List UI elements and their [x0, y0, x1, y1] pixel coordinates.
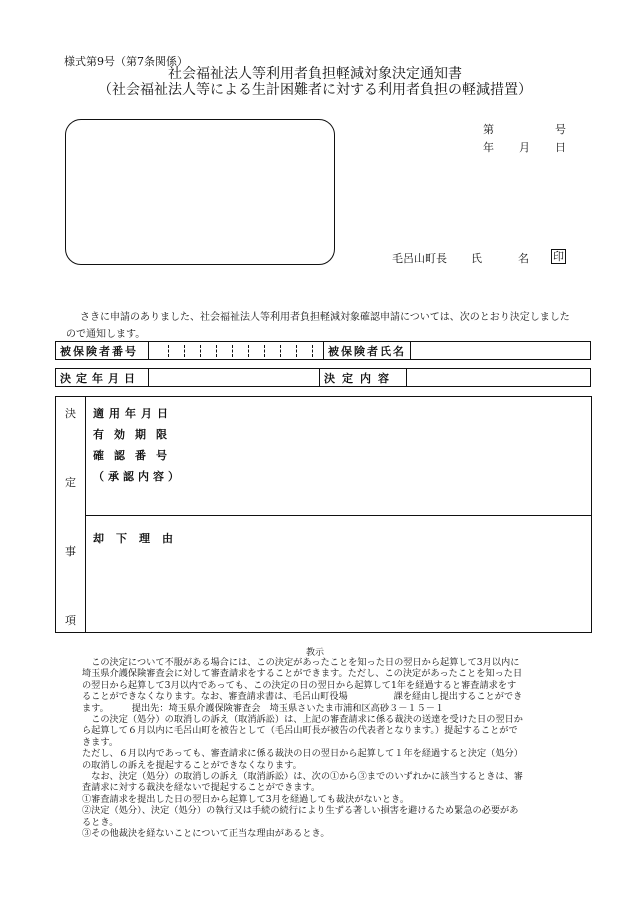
- decision-content-field: [407, 369, 591, 387]
- decision-info-table: [55, 368, 591, 387]
- notice-line: この決定（処分）の取消しの訴え（取消訴訟）は、上記の審査請求に係る裁決の送達を受けた日の翌日か: [91, 714, 523, 726]
- doc-number-go: 号: [555, 123, 566, 136]
- seal-mark: 印: [553, 250, 564, 263]
- insured-name-field: [411, 342, 591, 360]
- item-confirmation-number: 確認番号: [93, 449, 177, 462]
- decision-date-label: 決定年月日: [56, 369, 149, 387]
- insured-name-label: 被保険者氏名: [324, 342, 411, 360]
- insured-info-table: [55, 341, 591, 360]
- vertical-char-1: 決: [65, 407, 76, 420]
- issuer-title: 毛呂山町長: [392, 252, 447, 265]
- notice-line: るとき。: [82, 816, 119, 828]
- notice-line: ただし、６月以内であっても、審査請求に係る裁決の日の翌日から起算して１年を経過すると決定（処分）: [82, 748, 523, 760]
- notice-line: ③その他裁決を経ないことについて正当な理由があるとき。: [82, 828, 330, 840]
- decision-date-field: [149, 369, 320, 387]
- issuer-shi: 氏: [471, 252, 482, 265]
- notice-line: 査請求に対する裁決を経ないで提起することができます。: [82, 782, 321, 794]
- notice-line: ます。 提出先：埼玉県介護保険審査会 埼玉県さいたま市浦和区高砂３－１５－１: [82, 702, 445, 714]
- date-year: 年: [483, 141, 494, 154]
- intro-text-line2: ので通知します。: [66, 329, 146, 340]
- issuer-mei: 名: [518, 252, 529, 265]
- address-window: [65, 119, 335, 265]
- vertical-char-4: 項: [65, 614, 76, 627]
- notice-line: の翌日から起算して3月以内であっても、この決定の日の翌日から起算して1年を経過すると審査請求をす: [82, 679, 517, 691]
- date-month: 月: [519, 141, 530, 154]
- notice-line: 埼玉県介護保険審査会に対して審査請求をすることができます。ただし、この決定があったことを知った日: [82, 668, 523, 680]
- item-approval-content: （承認内容）: [93, 470, 183, 483]
- notice-line: の取消しの訴えを提起することができなくなります。: [82, 759, 302, 771]
- decision-content-label: 決定内容: [320, 369, 407, 387]
- item-application-date: 適用年月日: [93, 407, 173, 420]
- date-day: 日: [555, 141, 566, 154]
- item-valid-period: 有効期限: [93, 428, 177, 441]
- notice-line: ①審査請求を提出した日の翌日から起算して3月を経過しても裁決がないとき。: [82, 793, 410, 805]
- doc-number-dai: 第: [483, 123, 494, 136]
- notice-line: ら起算して６月以内に毛呂山町を被告として（毛呂山町長が被告の代表者となります。）提起することがで: [82, 725, 518, 737]
- notice-heading: 教示: [305, 648, 324, 658]
- rejection-reason-label: 却下理由: [93, 532, 185, 545]
- insured-number-field: [149, 342, 324, 360]
- notice-line: ②決定（処分）、決定（処分）の執行又は手続の続行により生ずる著しい損害を避けるため緊急の必要があ: [82, 805, 519, 817]
- notice-line: なお、決定（処分）の取消しの訴え（取消訴訟）は、次の①から③までのいずれかに該当するときは、審: [91, 771, 523, 783]
- document-subtitle: （社会福祉法人等による生計困難者に対する利用者負担の軽減措置）: [98, 82, 532, 98]
- document-title: 社会福祉法人等利用者負担軽減対象決定通知書: [168, 66, 462, 82]
- vertical-char-3: 事: [65, 545, 76, 558]
- notice-body: [82, 657, 572, 840]
- notice-line: この決定について不服がある場合には、この決定があったことを知った日の翌日から起算して3月以内に: [91, 657, 520, 668]
- insured-number-label: 被保険者番号: [56, 342, 149, 360]
- notice-line: きます。: [82, 736, 119, 748]
- notice-line: ることができなくなります。なお、審査請求書は、毛呂山町役場 課を経由し提出することができ: [82, 691, 523, 703]
- intro-text-line1: さきに申請のありました、社会福祉法人等利用者負担軽減対象確認申請については、次のとおり決定しました: [80, 312, 570, 323]
- vertical-char-2: 定: [65, 476, 76, 489]
- form-number: 様式第9号（第7条関係）: [64, 55, 188, 68]
- decision-matters-box: [55, 396, 592, 633]
